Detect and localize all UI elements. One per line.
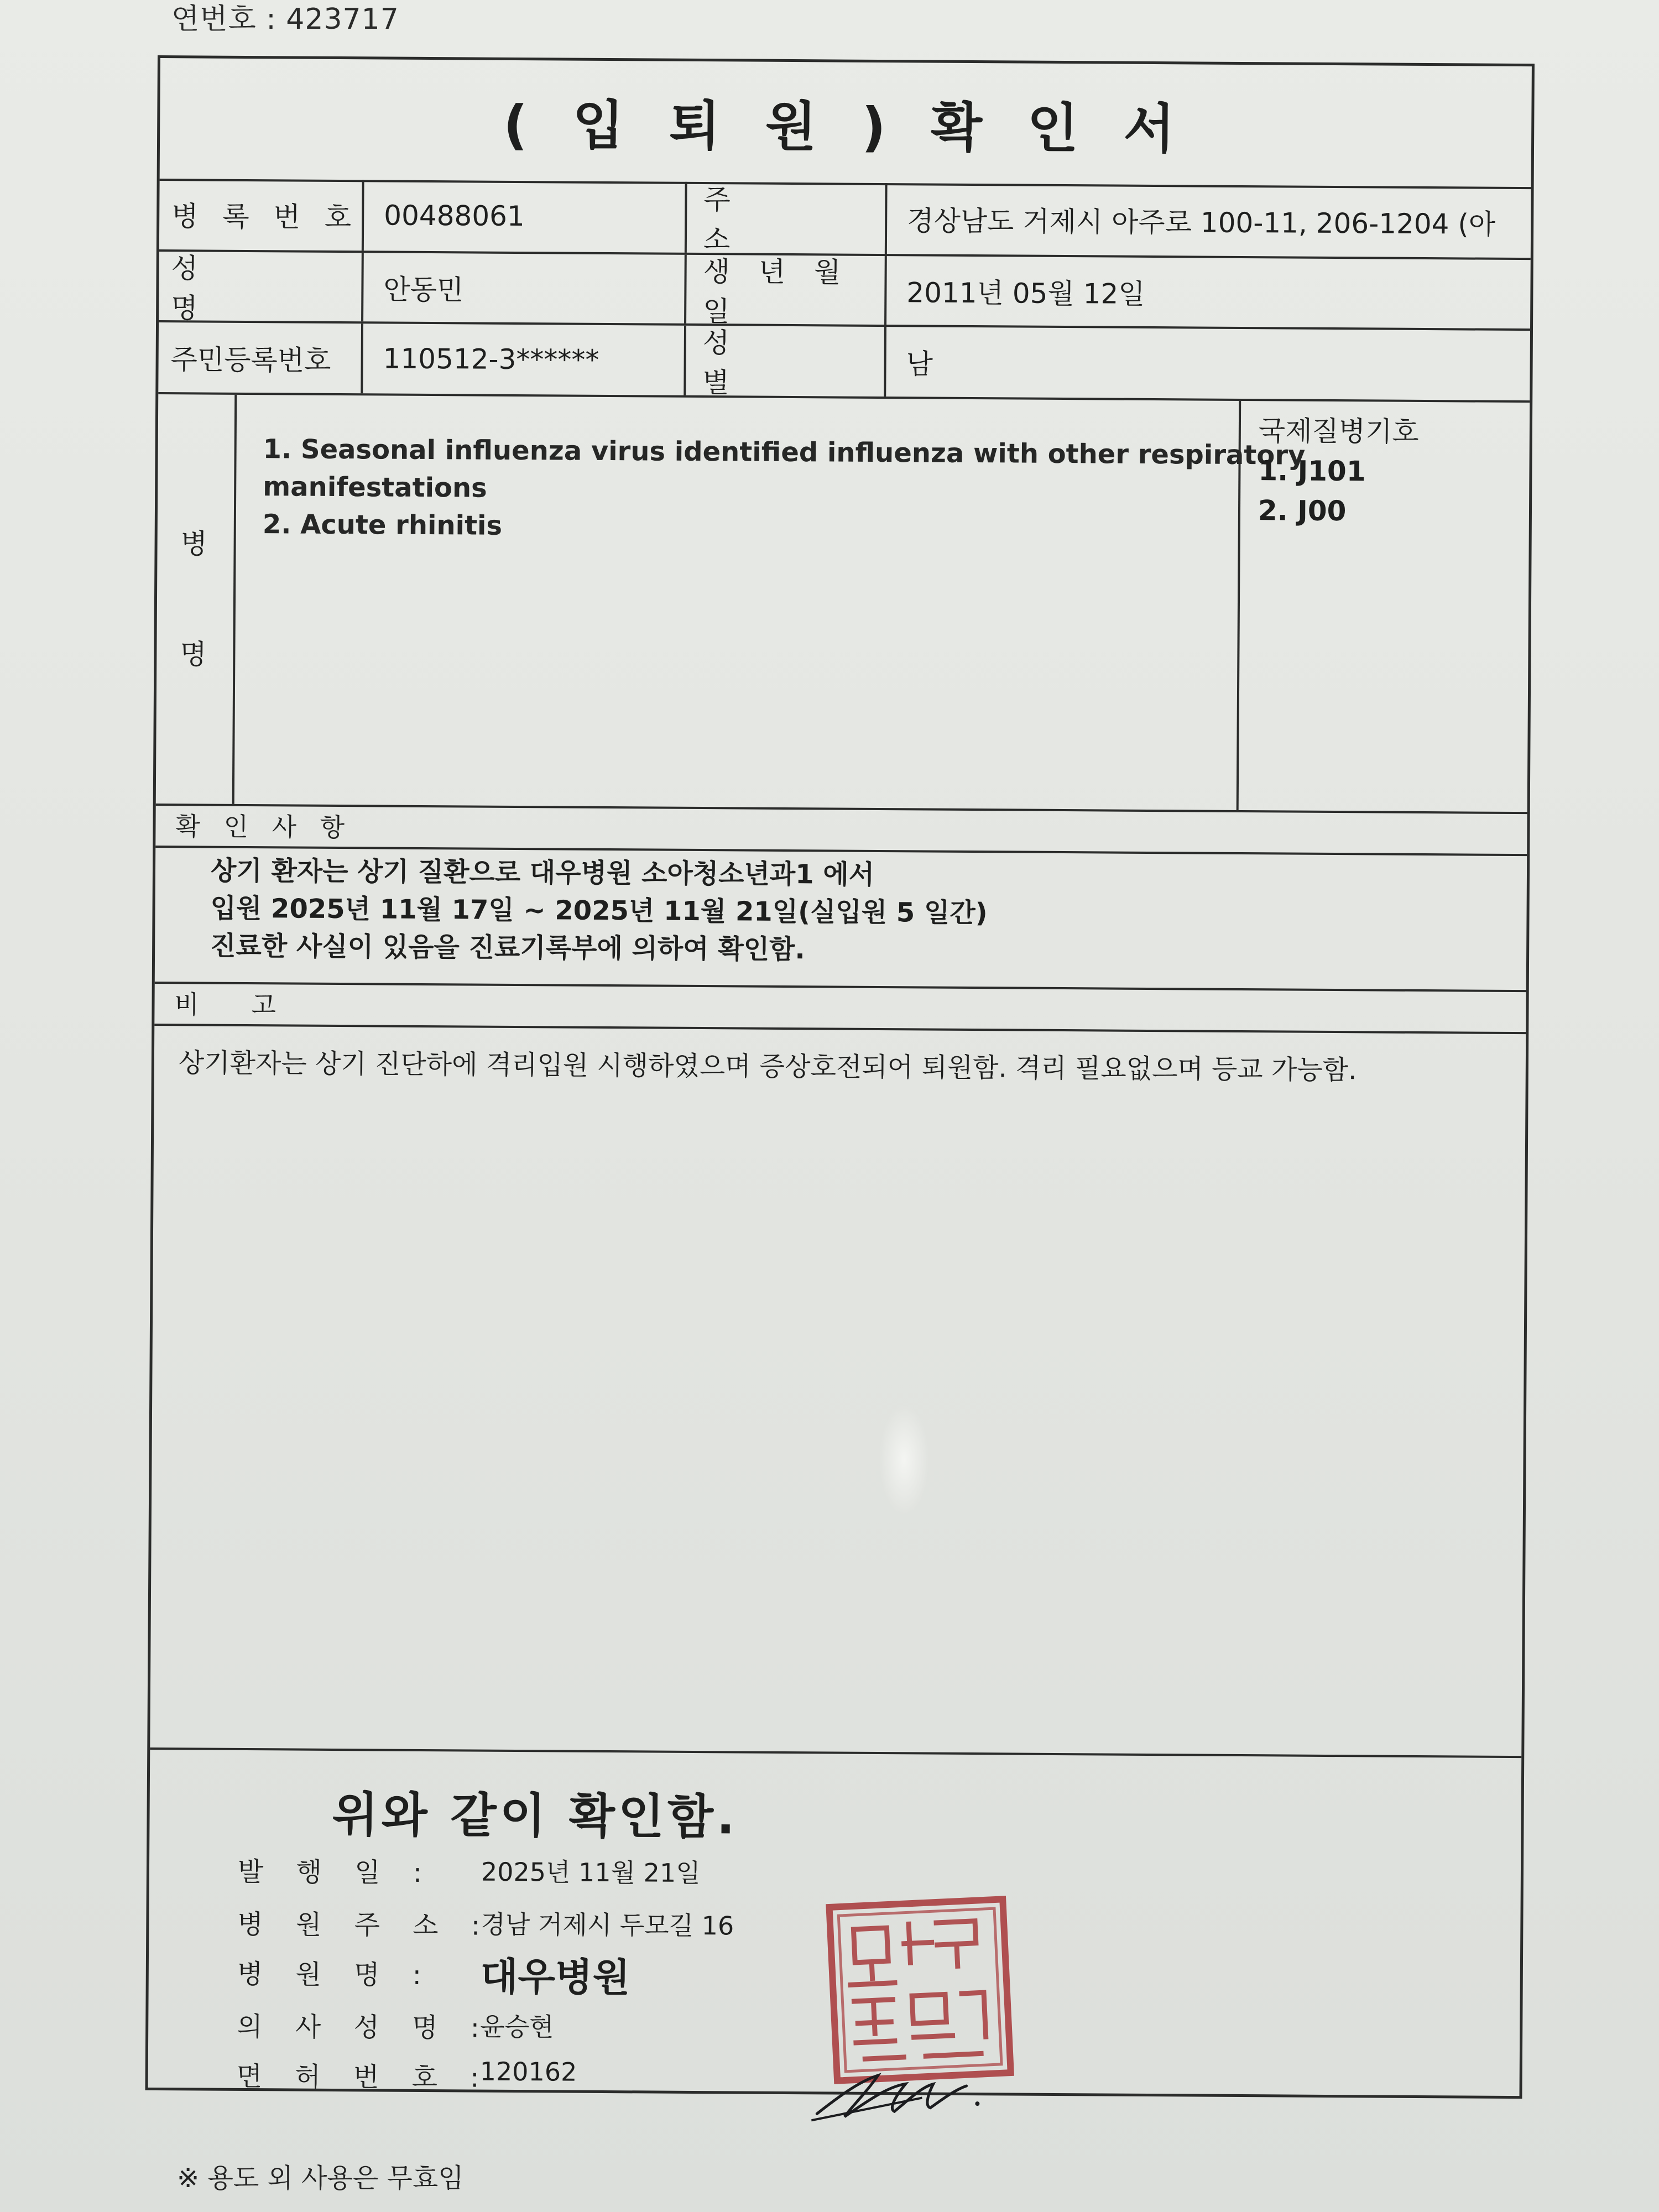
icd-code-box — [1237, 401, 1530, 812]
issue-date-value: 2025년 11월 21일 — [481, 1856, 701, 1888]
issue-date-label: 발 행 일 : — [237, 1856, 435, 1889]
doctor-signature — [811, 2058, 989, 2126]
birth-value: 2011년 05월 12일 — [906, 276, 1145, 310]
confirmation-header: 확 인 사 항 — [155, 804, 1527, 856]
license-number-label: 면 허 번 호 : — [236, 2060, 492, 2094]
sex-label: 성 별 — [686, 326, 886, 397]
certificate-title: ( 입 퇴 원 ) 확 인 서 — [160, 58, 1532, 189]
record-no-label: 병 록 번 호 — [159, 179, 364, 251]
rrn-value: 110512-3****** — [363, 324, 686, 395]
record-no-value: 00488061 — [364, 180, 687, 253]
doctor-name-label: 의 사 성 명 : — [237, 2011, 492, 2044]
hospital-name-label: 병 원 명 : — [237, 1958, 434, 1991]
hospital-address-label: 병 원 주 소 : — [237, 1908, 493, 1942]
address-value: 경상남도 거제시 아주로 100-11, 206-1204 (아 — [907, 205, 1496, 241]
confirmation-text — [210, 852, 988, 970]
rrn-label: 주민등록번호 — [158, 322, 363, 393]
info-row-rrn — [158, 322, 1530, 403]
confirmation-statement: 위와 같이 확인함. — [332, 1787, 738, 1845]
sex-value: 남 — [906, 348, 933, 380]
hospital-seal-stamp — [825, 1895, 1015, 2085]
remarks-header: 비 고 — [154, 982, 1526, 1034]
hospital-name-value: 대우병원 — [480, 1954, 630, 2001]
diagnosis-label-char-2: 명 — [180, 638, 207, 671]
license-number-value: 120162 — [479, 2056, 577, 2087]
diagnosis-label-char-1: 병 — [180, 528, 208, 560]
diagnosis-label — [156, 394, 237, 804]
info-row-name — [159, 252, 1531, 331]
info-row-record — [159, 179, 1531, 260]
hospital-address-value: 경남 거제시 두모길 16 — [481, 1909, 734, 1941]
remarks-text: 상기환자는 상기 진단하에 격리입원 시행하였으며 증상호전되어 퇴원함. 격리 필요없으며 등교 가능함. — [178, 1047, 1357, 1086]
name-value: 안동민 — [363, 253, 687, 324]
confirmation-line: 진료한 사실이 있음을 진료기록부에 의하여 확인함. — [210, 930, 805, 966]
diagnosis-line: 2. Acute rhinitis — [262, 509, 503, 541]
address-label: 주 소 — [687, 182, 888, 254]
usage-note: ※ 용도 외 사용은 무효임 — [177, 2163, 464, 2194]
document-number: 연번호 : 423717 — [171, 3, 399, 36]
icd-code: 1. J101 — [1258, 455, 1366, 488]
icd-code: 2. J00 — [1258, 494, 1347, 528]
name-label: 성 명 — [159, 252, 364, 321]
confirmation-line: 상기 환자는 상기 질환으로 대우병원 소아청소년과1 에서 — [210, 855, 875, 890]
diagnosis-list — [263, 430, 1306, 550]
icd-title: 국제질병기호 — [1258, 415, 1419, 448]
diagnosis-line: manifestations — [263, 471, 487, 504]
icd-code-list — [1258, 451, 1366, 531]
footer-divider — [150, 1747, 1521, 1758]
doctor-name-value: 윤승현 — [480, 2011, 554, 2042]
diagnosis-line: 1. Seasonal influenza virus identified influenza with other respiratory — [263, 434, 1306, 471]
birth-label: 생 년 월 일 — [686, 255, 887, 325]
certificate-frame — [145, 55, 1535, 2099]
confirmation-line: 입원 2025년 11월 17일 ~ 2025년 11월 21일(실입원 5 일간) — [210, 893, 988, 929]
